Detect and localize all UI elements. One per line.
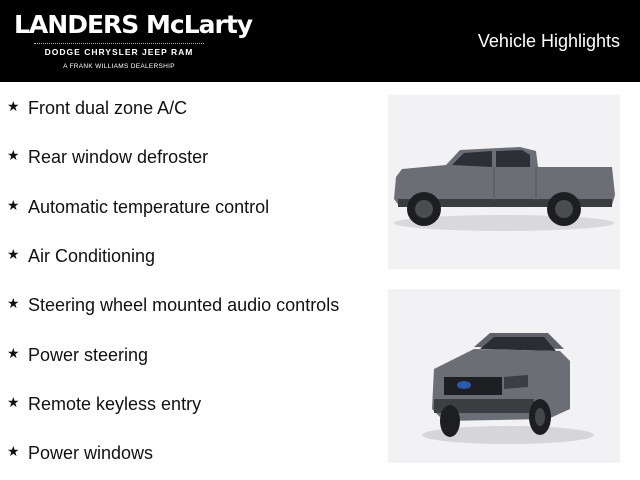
feature-label: Power windows (28, 443, 154, 463)
logo-name: LANDERS McLarty (14, 10, 253, 39)
star-icon: ★ (7, 148, 20, 164)
feature-item (0, 244, 380, 268)
star-icon: ★ (7, 346, 20, 362)
feature-item (0, 392, 380, 416)
feature-item (0, 195, 380, 219)
vehicle-photo-front[interactable] (388, 289, 620, 463)
feature-label: Power steering (28, 345, 149, 365)
truck-front-image (388, 289, 620, 463)
star-icon: ★ (7, 395, 20, 411)
feature-label: Rear window defroster (28, 147, 209, 167)
feature-item (0, 96, 380, 120)
feature-item (0, 293, 380, 317)
feature-item (0, 343, 380, 367)
dealer-logo[interactable] (14, 8, 253, 74)
page-title: Vehicle Highlights (477, 31, 620, 51)
feature-label: Air Conditioning (28, 246, 156, 266)
vehicle-photo-side[interactable] (388, 95, 620, 269)
feature-item (0, 441, 380, 465)
feature-item (0, 145, 380, 169)
star-icon: ★ (7, 444, 20, 460)
star-icon: ★ (7, 247, 20, 263)
star-icon: ★ (7, 99, 20, 115)
logo-dealer-line: A FRANK WILLIAMS DEALERSHIP (63, 63, 175, 70)
feature-label: Steering wheel mounted audio controls (28, 295, 340, 315)
truck-side-image (388, 95, 620, 269)
star-icon: ★ (7, 198, 20, 214)
page-header (0, 0, 640, 82)
logo-brands: DODGE CHRYSLER JEEP RAM (44, 47, 194, 57)
feature-label: Automatic temperature control (28, 197, 270, 217)
logo-divider (34, 43, 204, 44)
feature-label: Front dual zone A/C (28, 98, 188, 118)
feature-label: Remote keyless entry (28, 394, 202, 414)
star-icon: ★ (7, 296, 20, 312)
